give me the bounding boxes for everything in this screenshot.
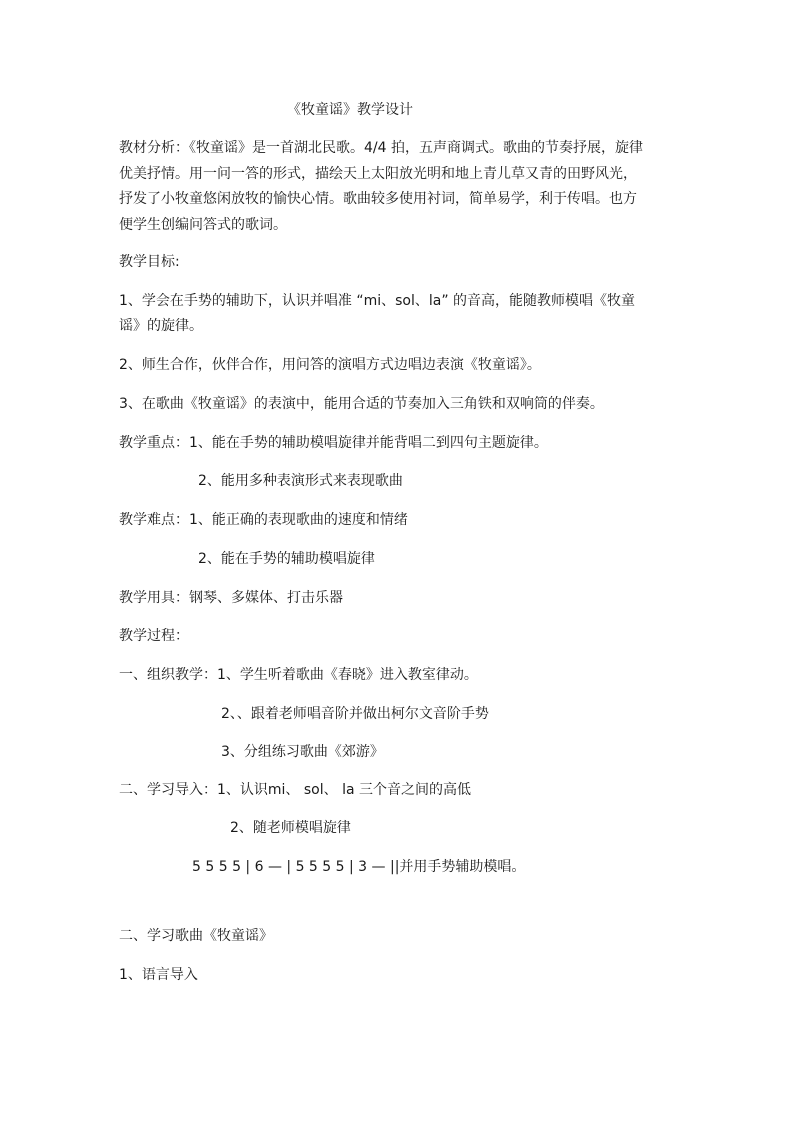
step-3-item-1: 1、语言导入 (119, 967, 198, 983)
goals-heading: 教学目标: (119, 254, 180, 270)
key-points-line-2: 2、能用多种表演形式来表现歌曲 (198, 473, 403, 489)
goal-2: 2、师生合作，伙伴合作，用问答的演唱方式边唱边表演《牧童谣》。 (119, 357, 541, 373)
analysis-line: 抒发了小牧童悠闲放牧的愉快心情。歌曲较多使用衬词，简单易学，利于传唱。也方 (119, 191, 637, 207)
key-points-line-1: 教学重点：1、能在手势的辅助模唱旋律并能背唱二到四句主题旋律。 (119, 435, 548, 451)
difficulties-line-1: 教学难点：1、能正确的表现歌曲的速度和情绪 (119, 512, 408, 528)
material-analysis-paragraph (119, 136, 679, 238)
teaching-tools: 教学用具：钢琴、多媒体、打击乐器 (119, 590, 343, 606)
analysis-line: 优美抒情。用一问一答的形式，描绘天上太阳放光明和地上青儿草又青的田野风光， (119, 165, 637, 182)
step-2-line-1: 二、学习导入：1、认识mi、 sol、 la 三个音之间的高低 (119, 782, 472, 798)
goal-1-line-1: 1、学会在手势的辅助下，认识并唱准 “mi、sol、la” 的音高，能随教师模唱《牧童 (119, 293, 636, 309)
analysis-line: 便学生创编问答式的歌词。 (119, 216, 287, 233)
step-1-line-3: 3、分组练习歌曲《郊游》 (221, 744, 384, 760)
analysis-line: 教材分析：《牧童谣》是一首湖北民歌。4/4 拍，五声商调式。歌曲的节奏抒展，旋律 (119, 140, 643, 156)
step-2-line-2: 2、随老师模唱旋律 (230, 820, 351, 836)
difficulties-line-2: 2、能在手势的辅助模唱旋律 (198, 551, 375, 567)
melody-notation: 5 5 5 5 | 6 — | 5 5 5 5 | 3 — ||并用手势辅助模唱。 (192, 859, 526, 875)
document-title: 《牧童谣》教学设计 (287, 102, 413, 118)
step-3-heading: 二、学习歌曲《牧童谣》 (119, 928, 273, 944)
process-heading: 教学过程： (119, 628, 189, 644)
step-1-line-1: 一、组织教学：1、学生听着歌曲《春晓》进入教室律动。 (119, 667, 478, 683)
step-1-line-2: 2、、跟着老师唱音阶并做出柯尔文音阶手势 (221, 706, 489, 722)
goal-3: 3、在歌曲《牧童谣》的表演中，能用合适的节奏加入三角铁和双响筒的伴奏。 (119, 396, 604, 412)
goal-1-line-2: 谣》的旋律。 (119, 318, 203, 334)
